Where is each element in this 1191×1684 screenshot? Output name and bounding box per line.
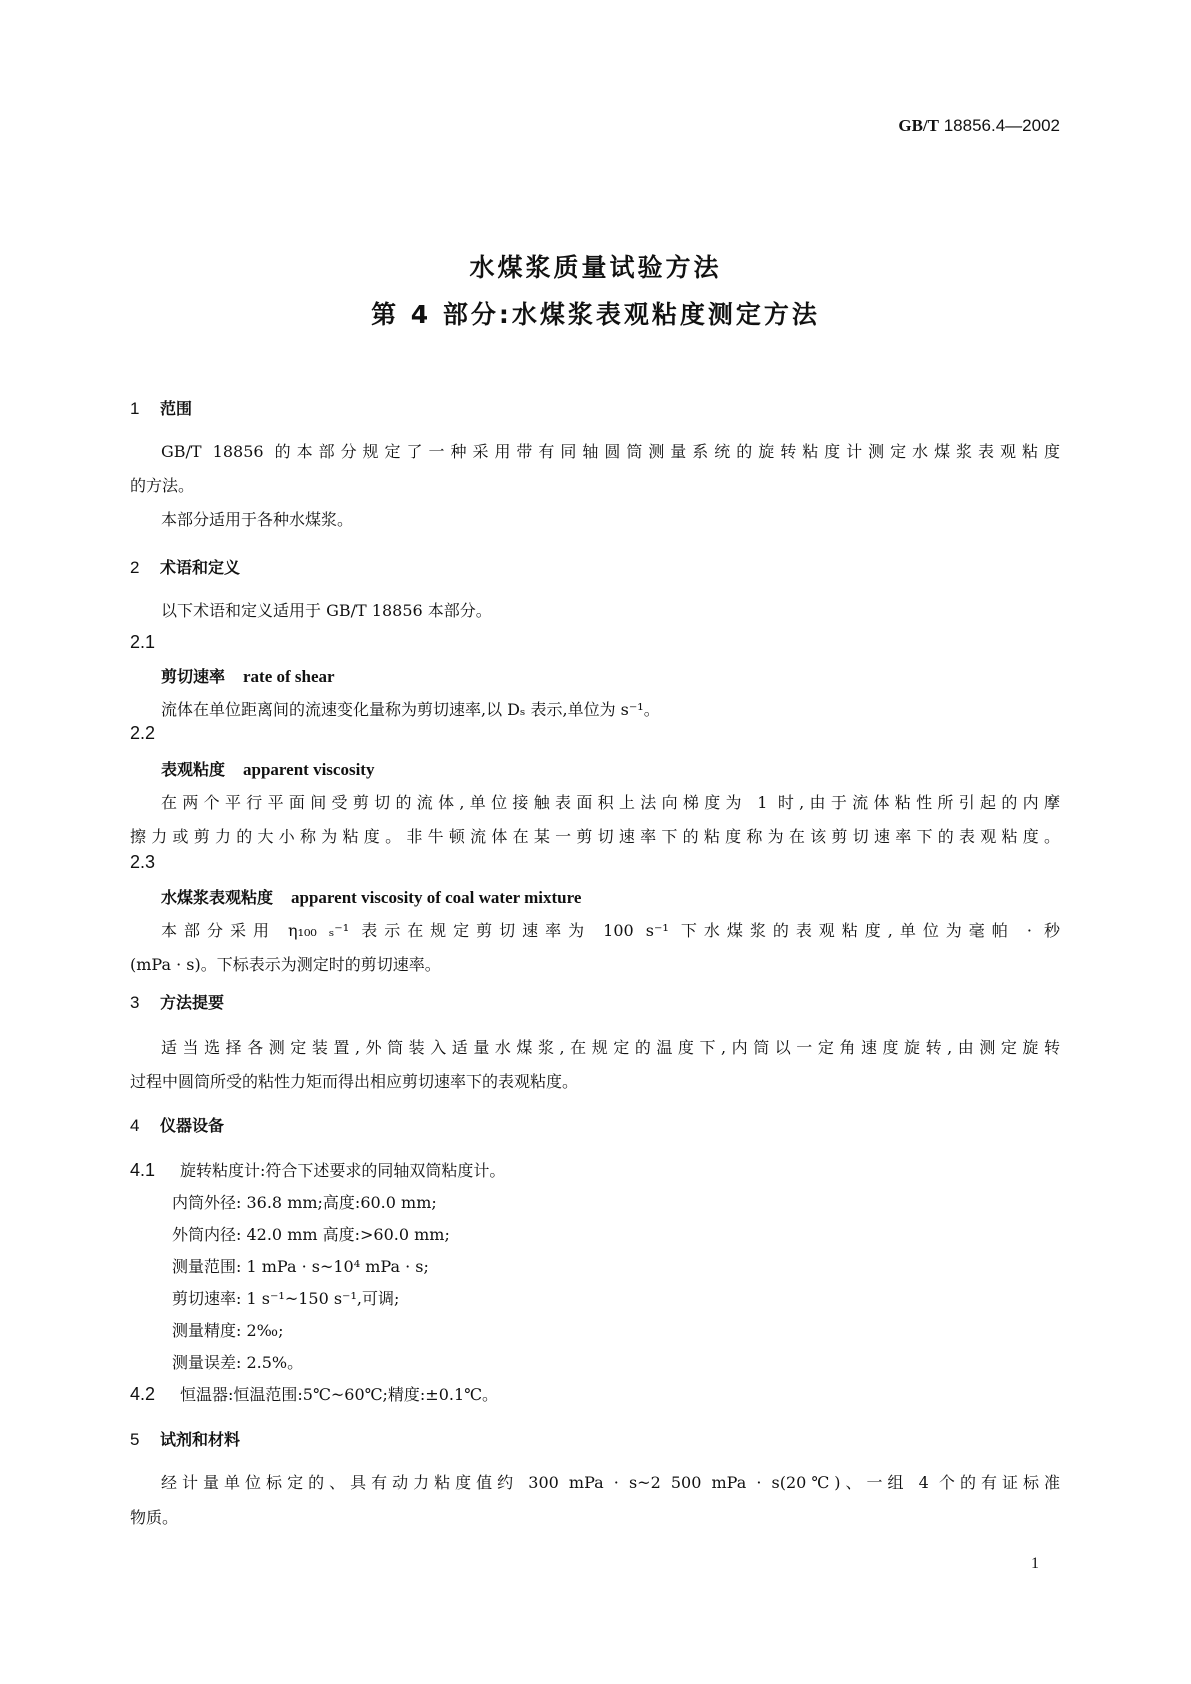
section-2-intro: 以下术语和定义适用于 GB/T 18856 本部分。	[161, 601, 492, 620]
section-3-para-line2: 过程中圆筒所受的粘性力矩而得出相应剪切速率下的表观粘度。	[130, 1072, 579, 1091]
section-number: 3	[130, 993, 140, 1012]
term-cn: 表观粘度	[161, 760, 226, 779]
term-2-3-number: 2.3	[130, 852, 156, 872]
term-2-3-definition-line1: 本部分采用 η₁₀₀ ₛ⁻¹ 表示在规定剪切速率为 100 s⁻¹ 下水煤浆的表观粘度,单位为毫帕 · 秒	[161, 921, 1060, 940]
section-number: 2	[130, 558, 140, 577]
section-number: 5	[130, 1430, 140, 1449]
term-2-1-heading	[161, 664, 335, 687]
document-title-line2: 第 4 部分:水煤浆表观粘度测定方法	[371, 300, 820, 329]
standard-prefix: GB/T	[898, 116, 939, 135]
section-1-para1-line2: 的方法。	[130, 476, 195, 495]
item-text: 恒温器:恒温范围:5℃~60℃;精度:±0.1℃。	[180, 1385, 499, 1404]
spec-outer-cylinder: 外筒内径: 42.0 mm 高度:>60.0 mm;	[172, 1225, 450, 1244]
term-2-3-heading	[161, 885, 581, 908]
section-1-heading	[130, 396, 192, 419]
term-2-1-definition: 流体在单位距离间的流速变化量称为剪切速率,以 Dₛ 表示,单位为 s⁻¹。	[161, 700, 660, 719]
item-number: 4.2	[130, 1384, 156, 1404]
section-title: 范围	[160, 399, 193, 418]
section-5-para-line1: 经计量单位标定的、具有动力粘度值约 300 mPa · s~2 500 mPa · s(20℃)、一组 4 个的有证标准	[161, 1473, 1060, 1492]
section-2-heading	[130, 555, 240, 578]
document-title-line1: 水煤浆质量试验方法	[469, 253, 722, 282]
term-2-2-number: 2.2	[130, 723, 156, 743]
term-en: rate of shear	[243, 667, 335, 686]
term-cn: 剪切速率	[161, 667, 226, 686]
term-2-2-definition-line2: 擦力或剪力的大小称为粘度。非牛顿流体在某一剪切速率下的粘度称为在该剪切速率下的表观粘度。	[130, 827, 1060, 846]
standard-number: 18856.4—2002	[943, 116, 1060, 135]
spec-measuring-range: 测量范围: 1 mPa · s~10⁴ mPa · s;	[172, 1257, 429, 1276]
term-2-2-heading	[161, 757, 374, 780]
term-en: apparent viscosity of coal water mixture	[291, 888, 582, 907]
section-title: 试剂和材料	[160, 1430, 241, 1449]
section-5-heading	[130, 1427, 240, 1450]
page-number: 1	[1031, 1555, 1039, 1572]
spec-error: 测量误差: 2.5%。	[172, 1353, 304, 1372]
spec-precision: 测量精度: 2‰;	[172, 1321, 284, 1340]
section-3-heading	[130, 990, 224, 1013]
spec-shear-rate: 剪切速率: 1 s⁻¹~150 s⁻¹,可调;	[172, 1289, 400, 1308]
term-2-2-definition-line1: 在两个平行平面间受剪切的流体,单位接触表面积上法向梯度为 1 时,由于流体粘性所引起的内摩	[161, 793, 1060, 812]
section-5-para-line2: 物质。	[130, 1508, 179, 1527]
section-4-heading	[130, 1113, 224, 1136]
spec-inner-cylinder: 内筒外径: 36.8 mm;高度:60.0 mm;	[172, 1193, 437, 1212]
section-title: 方法提要	[160, 993, 225, 1012]
section-title: 术语和定义	[160, 558, 241, 577]
term-2-1-number: 2.1	[130, 632, 156, 652]
section-1-para2: 本部分适用于各种水煤浆。	[161, 510, 354, 529]
term-2-3-definition-line2: (mPa · s)。下标表示为测定时的剪切速率。	[130, 955, 441, 974]
section-1-para1-line1: GB/T 18856 的本部分规定了一种采用带有同轴圆筒测量系统的旋转粘度计测定水煤浆表观粘度	[161, 442, 1060, 461]
item-number: 4.1	[130, 1160, 156, 1180]
standard-code	[898, 116, 1060, 136]
section-3-para-line1: 适当选择各测定装置,外筒装入适量水煤浆,在规定的温度下,内筒以一定角速度旋转,由测定旋转	[161, 1038, 1060, 1057]
section-number: 4	[130, 1116, 140, 1135]
item-text: 旋转粘度计:符合下述要求的同轴双筒粘度计。	[180, 1161, 506, 1180]
item-4-2	[130, 1382, 498, 1405]
term-en: apparent viscosity	[243, 760, 375, 779]
section-title: 仪器设备	[160, 1116, 225, 1135]
section-number: 1	[130, 399, 140, 418]
term-cn: 水煤浆表观粘度	[161, 888, 274, 907]
item-4-1	[130, 1158, 505, 1181]
